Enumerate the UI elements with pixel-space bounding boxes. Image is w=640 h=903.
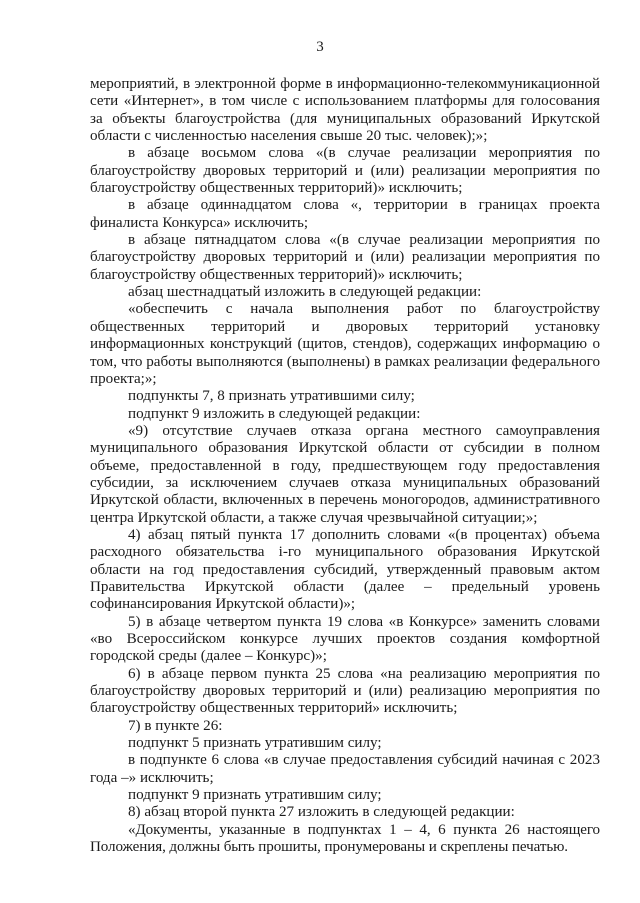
paragraph: подпункты 7, 8 признать утратившими силу; (128, 388, 415, 405)
paragraph: в абзаце восьмом слова «(в случае реализации мероприятия по благоустройству дворовых территорий и (или) реализации мероприятия по благоустройству общественных территорий)» исключить; (90, 145, 600, 197)
paragraph: мероприятий, в электронной форме в информационно-телекоммуникационной сети «Интернет», в том числе с использованием платформы для голосования за объекты благоустройства (для муниципальных образований Иркутской области с численностью населения свыше 20 тыс. человек);»; (90, 76, 600, 145)
paragraph: 7) в пункте 26: (128, 717, 223, 734)
paragraph: «обеспечить с начала выполнения работ по благоустройству общественных территорий и дворовых территорий установку информационных конструкций (щитов, стендов), содержащих информацию о том, что работы выполняются (выполнены) в рамках реализации федерального проекта;»; (90, 301, 600, 387)
paragraph: подпункт 9 признать утратившим силу; (128, 787, 382, 804)
paragraph: абзац шестнадцатый изложить в следующей редакции: (128, 284, 482, 301)
paragraph: 4) абзац пятый пункта 17 дополнить словами «(в процентах) объема расходного обязательства i-го муниципального образования Иркутской области на год предоставления субсидий, утвержденный правовым актом Правительства Иркутской области (далее – предельный уровень софинансирования Иркутской области)»; (90, 526, 600, 613)
paragraph: в подпункте 6 слова «в случае предоставления субсидий начиная с 2023 года –» исключить; (90, 752, 600, 786)
paragraph: 8) абзац второй пункта 27 изложить в следующей редакции: (128, 804, 515, 821)
page-number: 3 (316, 39, 324, 55)
paragraph: подпункт 5 признать утратившим силу; (128, 735, 382, 752)
paragraph: 5) в абзаце четвертом пункта 19 слова «в Конкурсе» заменить словами «во Всероссийском конкурсе лучших проектов создания комфортной городской среды (далее – Конкурс)»; (90, 613, 600, 665)
document-body (90, 76, 600, 856)
paragraph: в абзаце пятнадцатом слова «(в случае реализации мероприятия по благоустройству дворовых территорий и (или) реализации мероприятия по благоустройству общественных территорий)» исключить; (90, 232, 600, 283)
paragraph: «9) отсутствие случаев отказа органа местного самоуправления муниципального образования Иркутской области от субсидии в полном объеме, предоставленной в году, предшествующем году предоставления субсидии, за исключением случаев отказа муниципальных образований Иркутской области, включенных в перечень моногородов, административного центра Иркутской области, а также случая чрезвычайной ситуации;»; (90, 422, 600, 526)
paragraph: «Документы, указанные в подпунктах 1 – 4, 6 пункта 26 настоящего Положения, должны быть прошиты, пронумерованы и скреплены печатью. (90, 821, 600, 856)
paragraph: 6) в абзаце первом пункта 25 слова «на реализацию мероприятия по благоустройству дворовых территорий и (или) реализацию мероприятия по благоустройству общественных территорий» исключить; (90, 665, 600, 717)
paragraph: в абзаце одиннадцатом слова «, территории в границах проекта финалиста Конкурса» исключить; (90, 197, 600, 231)
paragraph: подпункт 9 изложить в следующей редакции: (128, 405, 421, 422)
